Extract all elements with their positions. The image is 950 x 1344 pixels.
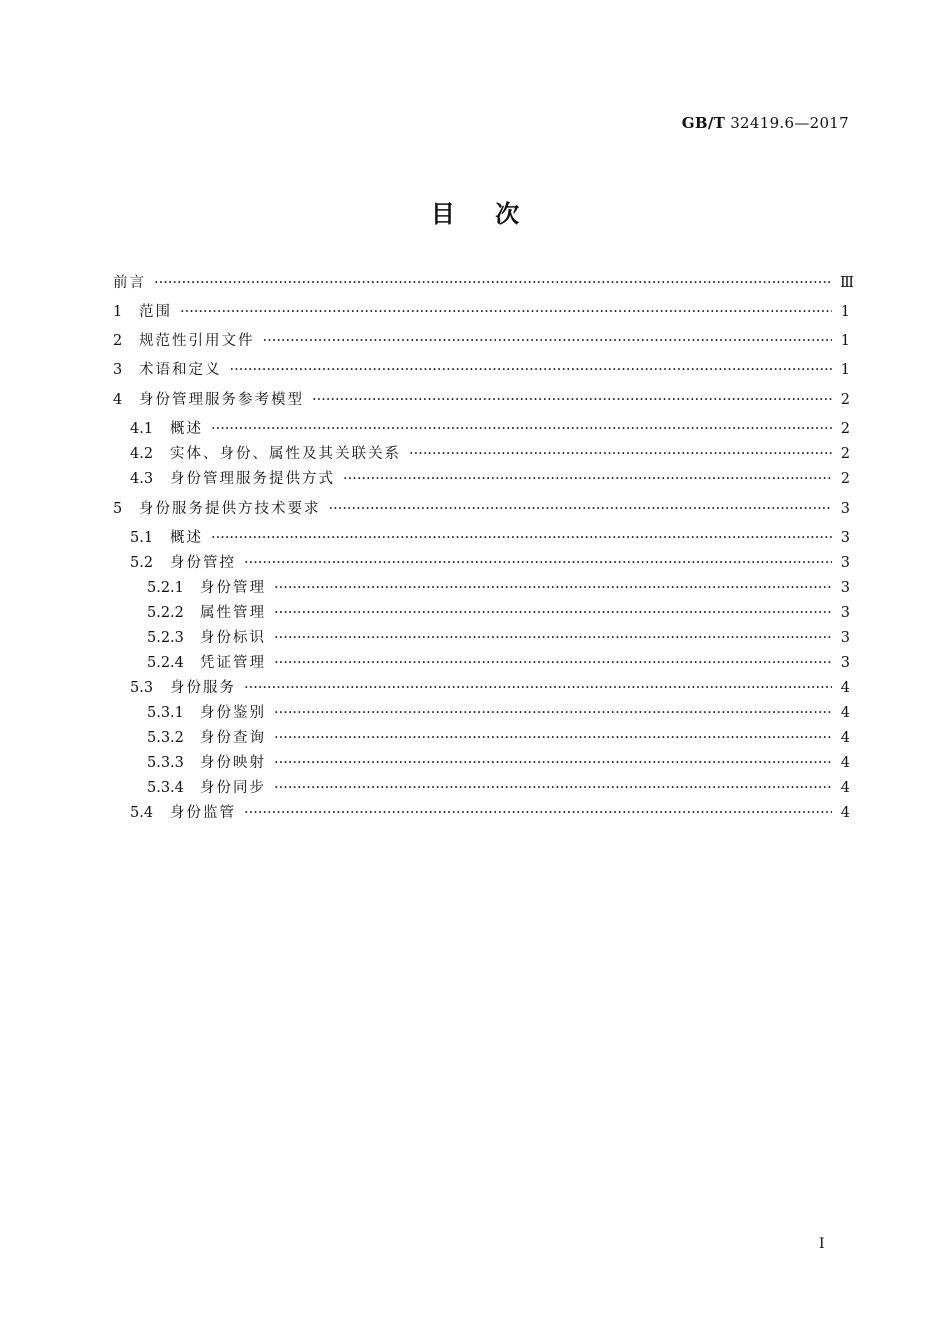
toc-leader-dots bbox=[274, 727, 832, 749]
toc-leader-dots bbox=[211, 418, 832, 440]
toc-entry-label: 身份鉴别 bbox=[200, 705, 266, 721]
toc-leader-dots bbox=[244, 552, 832, 574]
toc-entry-label: 身份监管 bbox=[170, 805, 236, 821]
toc-entry-number: 4.1 bbox=[130, 421, 154, 437]
title-char-2: 次 bbox=[495, 200, 520, 228]
page-title bbox=[0, 194, 950, 229]
toc-entry-label: 身份管控 bbox=[170, 555, 236, 571]
toc-entry-page: 4 bbox=[840, 705, 850, 721]
toc-leader-dots bbox=[211, 527, 832, 549]
toc-entry[interactable] bbox=[113, 602, 850, 624]
toc-entry[interactable] bbox=[113, 752, 850, 774]
toc-leader-dots bbox=[274, 602, 832, 624]
toc-leader-dots bbox=[329, 498, 833, 520]
toc-entry[interactable] bbox=[113, 301, 850, 323]
toc-entry[interactable] bbox=[113, 359, 850, 381]
toc-entry[interactable] bbox=[113, 677, 850, 699]
toc-leader-dots bbox=[244, 802, 832, 824]
toc-entry[interactable] bbox=[113, 498, 850, 520]
toc-entry-number: 5.3 bbox=[130, 680, 154, 696]
toc-entry-number: 5.3.3 bbox=[147, 755, 184, 771]
toc-leader-dots bbox=[274, 577, 832, 599]
document-number bbox=[682, 114, 849, 132]
toc-entry[interactable] bbox=[113, 389, 850, 411]
standard-number: 32419.6—2017 bbox=[725, 114, 849, 132]
toc-entry[interactable] bbox=[113, 443, 850, 465]
toc-entry-page: 4 bbox=[840, 755, 850, 771]
toc-entry-number: 3 bbox=[113, 362, 123, 378]
toc-leader-dots bbox=[312, 389, 832, 411]
toc-entry[interactable] bbox=[113, 802, 850, 824]
toc-entry-label: 凭证管理 bbox=[200, 655, 266, 671]
toc-entry-page: 4 bbox=[840, 780, 850, 796]
toc-entry-number: 1 bbox=[113, 304, 123, 320]
toc-entry-page: 2 bbox=[840, 471, 850, 487]
toc-entry[interactable] bbox=[113, 777, 850, 799]
toc-entry-page: 3 bbox=[840, 605, 850, 621]
toc-entry-label: 实体、身份、属性及其关联关系 bbox=[170, 446, 401, 462]
toc-leader-dots bbox=[230, 359, 833, 381]
toc-entry-number: 5.3.4 bbox=[147, 780, 184, 796]
toc-entry-label: 身份服务提供方技术要求 bbox=[139, 501, 321, 517]
toc-entry[interactable] bbox=[113, 652, 850, 674]
toc-entry[interactable] bbox=[113, 330, 850, 352]
toc-entry-page: 3 bbox=[840, 580, 850, 596]
toc-entry-label: 身份查询 bbox=[200, 730, 266, 746]
toc-entry-label: 身份管理服务参考模型 bbox=[139, 392, 304, 408]
toc-entry-label: 身份管理服务提供方式 bbox=[170, 471, 335, 487]
toc-entry-number: 4.3 bbox=[130, 471, 154, 487]
toc-entry[interactable] bbox=[113, 418, 850, 440]
toc-entry-number: 5.3.2 bbox=[147, 730, 184, 746]
toc-entry[interactable] bbox=[113, 702, 850, 724]
toc-entry-number: 5.1 bbox=[130, 530, 154, 546]
toc-entry-number: 5.2.2 bbox=[147, 605, 184, 621]
toc-leader-dots bbox=[263, 330, 833, 352]
toc-entry-label: 范围 bbox=[139, 304, 172, 320]
toc-entry[interactable] bbox=[113, 577, 850, 599]
toc-entry-page: 4 bbox=[840, 805, 850, 821]
toc-entry-page: 1 bbox=[840, 304, 850, 320]
toc-entry-label: 身份管理 bbox=[200, 580, 266, 596]
toc-entry-label: 身份同步 bbox=[200, 780, 266, 796]
toc-entry-page: 3 bbox=[840, 630, 850, 646]
toc-entry-label: 概述 bbox=[170, 421, 203, 437]
toc-entry-label: 身份服务 bbox=[170, 680, 236, 696]
toc-entry-page: 3 bbox=[840, 555, 850, 571]
toc-entry-number: 5.2.4 bbox=[147, 655, 184, 671]
toc-entry[interactable] bbox=[113, 468, 850, 490]
toc-entry-label: 规范性引用文件 bbox=[139, 333, 255, 349]
toc-leader-dots bbox=[274, 752, 832, 774]
toc-entry-page: 4 bbox=[840, 680, 850, 696]
toc-leader-dots bbox=[180, 301, 832, 323]
toc-entry-label: 前言 bbox=[113, 275, 146, 291]
toc-entry[interactable] bbox=[113, 627, 850, 649]
toc-entry-page: 2 bbox=[840, 421, 850, 437]
toc-entry-label: 概述 bbox=[170, 530, 203, 546]
toc-leader-dots bbox=[274, 627, 832, 649]
toc-entry-label: 术语和定义 bbox=[139, 362, 222, 378]
toc-entry-number: 5.3.1 bbox=[147, 705, 184, 721]
toc-leader-dots bbox=[154, 272, 832, 294]
toc-entry-number: 5.4 bbox=[130, 805, 154, 821]
toc-leader-dots bbox=[274, 702, 832, 724]
page-number: I bbox=[819, 1236, 825, 1252]
toc-leader-dots bbox=[343, 468, 832, 490]
toc-leader-dots bbox=[244, 677, 832, 699]
toc-entry-label: 身份标识 bbox=[200, 630, 266, 646]
title-char-1: 目 bbox=[430, 200, 455, 228]
toc-entry-page: 3 bbox=[840, 530, 850, 546]
standard-prefix: GB/T bbox=[681, 114, 726, 132]
toc-entry-page: 1 bbox=[840, 333, 850, 349]
toc-leader-dots bbox=[274, 777, 832, 799]
toc-entry-page: 2 bbox=[840, 446, 850, 462]
toc-leader-dots bbox=[274, 652, 832, 674]
toc-entry[interactable] bbox=[113, 552, 850, 574]
toc-entry-number: 5.2.1 bbox=[147, 580, 184, 596]
toc-entry-page: 3 bbox=[840, 501, 850, 517]
toc-leader-dots bbox=[409, 443, 832, 465]
toc-entry-number: 4 bbox=[113, 392, 123, 408]
toc-entry-number: 5.2 bbox=[130, 555, 154, 571]
toc-entry-number: 5 bbox=[113, 501, 123, 517]
toc-entry-page: 1 bbox=[840, 362, 850, 378]
toc-entry-page: 2 bbox=[840, 392, 850, 408]
toc-entry-number: 5.2.3 bbox=[147, 630, 184, 646]
toc-entry[interactable] bbox=[113, 527, 850, 549]
toc-entry-number: 4.2 bbox=[130, 446, 154, 462]
toc-entry[interactable] bbox=[113, 272, 854, 294]
toc-entry-page: Ⅲ bbox=[840, 275, 854, 291]
toc-entry-page: 4 bbox=[840, 730, 850, 746]
toc-entry-label: 身份映射 bbox=[200, 755, 266, 771]
toc-entry-label: 属性管理 bbox=[200, 605, 266, 621]
toc-entry-page: 3 bbox=[840, 655, 850, 671]
toc-entry[interactable] bbox=[113, 727, 850, 749]
toc-entry-number: 2 bbox=[113, 333, 123, 349]
